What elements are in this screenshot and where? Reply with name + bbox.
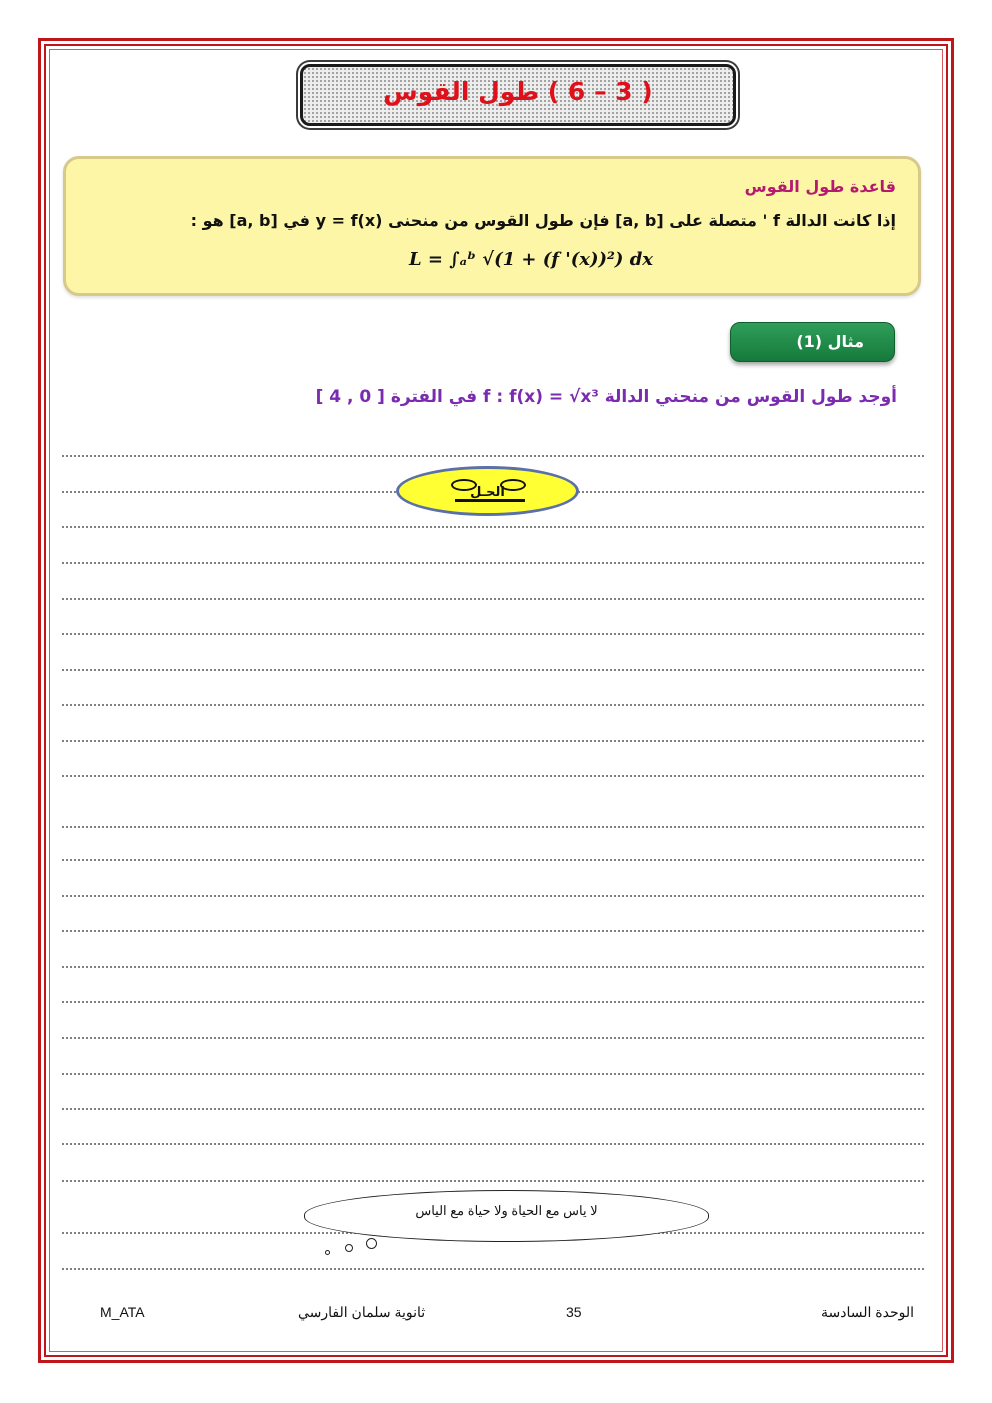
writing-line — [62, 1268, 924, 1270]
writing-line — [62, 859, 924, 861]
solution-label: الحـل — [470, 485, 505, 500]
writing-line — [62, 895, 924, 897]
writing-line — [62, 1037, 924, 1039]
writing-line — [62, 704, 924, 706]
writing-line — [62, 1073, 924, 1075]
writing-line — [62, 562, 924, 564]
title-banner — [300, 64, 736, 126]
writing-line — [62, 966, 924, 968]
arc-length-formula: L = ∫ₐᵇ √(1 + (f '(x))²) dx — [408, 249, 654, 270]
writing-line — [62, 826, 924, 828]
writing-line — [62, 1001, 924, 1003]
footer-page-number: 35 — [566, 1304, 582, 1320]
thought-cloud — [304, 1190, 709, 1242]
writing-line — [62, 775, 924, 777]
thought-bubble-icon — [325, 1250, 330, 1255]
writing-line — [62, 598, 924, 600]
writing-line — [62, 1180, 924, 1182]
rule-title: قاعدة طول القوس — [744, 177, 896, 196]
rule-box — [63, 156, 921, 296]
writing-line — [62, 455, 924, 457]
example-label: مثال (1) — [796, 332, 864, 351]
writing-line — [62, 740, 924, 742]
smile-icon — [455, 499, 525, 502]
rule-text: إذا كانت الدالة f ' متصلة على [a, b] فإن طول القوس من منحنى y = f(x) في [a, b] هو : — [190, 211, 896, 230]
footer-unit: الوحدة السادسة — [821, 1304, 914, 1320]
writing-line — [62, 526, 924, 528]
footer-school: ثانوية سلمان الفارسي — [298, 1304, 426, 1320]
cloud-quote: لا ياس مع الحياة ولا حياة مع الياس — [415, 1203, 598, 1218]
writing-line — [62, 930, 924, 932]
page-title: ( 3 – 6 ) طول القوس — [383, 77, 653, 106]
writing-line — [62, 669, 924, 671]
thought-bubble-icon — [366, 1238, 377, 1249]
example-question: أوجد طول القوس من منحني الدالة f : f(x) = √x³ في الفترة [ 0 , 4 ] — [315, 387, 897, 407]
writing-line — [62, 1108, 924, 1110]
footer-author: M_ATA — [100, 1304, 145, 1320]
writing-line — [62, 633, 924, 635]
writing-line — [62, 1143, 924, 1145]
thought-bubble-icon — [345, 1244, 353, 1252]
solution-smiley-badge — [396, 466, 579, 516]
example-label-badge — [730, 322, 895, 362]
